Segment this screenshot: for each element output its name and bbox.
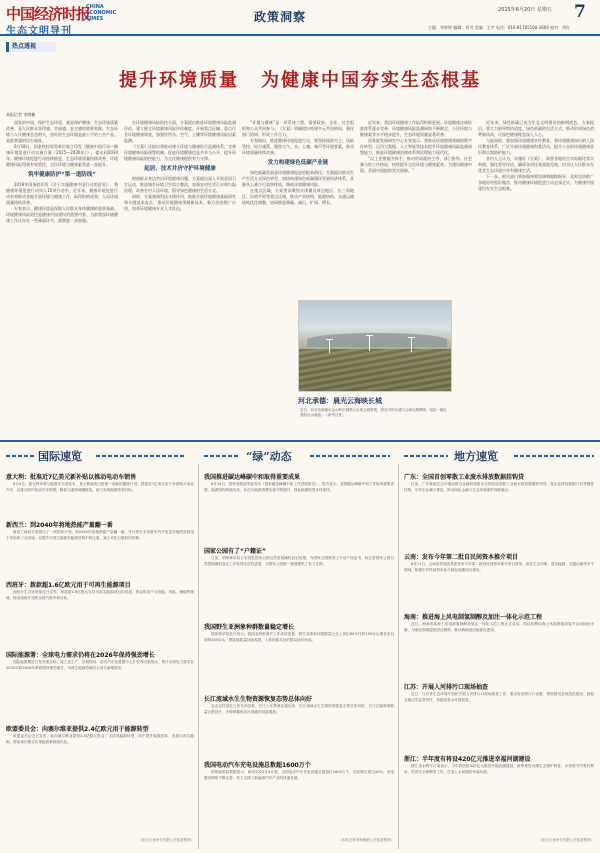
band-title-international: 国际速览 <box>38 450 82 463</box>
paragraph: 近年来，我国环境健康工作取得积极进展。环境健康法规标准体系逐步完善，环境健康风险监测网络不断健全，公民环境与健康素养水平稳步提升，生态环境质量显著改善。 <box>360 120 472 137</box>
brief-title: 国家公园有了“户籍证” <box>204 548 266 555</box>
paragraph: 近年来，绿色低碳已成为生态文明建设的鲜明底色。方案提出，要大力倡导简约适度、绿色低碳的生活方式，推动形成绿色消费新风尚，让绿色健康理念深入人心。 <box>478 120 594 137</box>
brief-body: 6月15日，国家发展改革委发布《国家碳达峰碳中和工作进展报告》，报告显示，我国碳达峰碳中和工作取得重要进展，能源结构持续优化，非化石能源消费比重不断提升，绿色低碳转型步伐加快。 <box>204 482 394 492</box>
brief-title: 意大利：批准近7亿美元新补贴以推动电动车销售 <box>6 474 137 481</box>
turbine-blade <box>366 335 373 336</box>
brief-body: 近日，江苏省生态环境厅组织开展入河排污口现场抽查工作，重点检查排污口设置、排放情况及规范化建设，督促各地压实监管责任，持续改善水环境质量。 <box>404 692 594 702</box>
paragraph: 下一步，相关部门将加强统筹协调和跟踪指导，及时总结推广各地好经验好做法，推动健康环境促进行动走深走实，为健康中国建设夯实生态根基。 <box>478 174 594 191</box>
paragraph: 绿色低碳发展是环境健康促进的根本路径。方案提出推动生产生活方式绿色转型，加快构建绿色低碳循环发展经济体系，从源头上减少污染物排放，降低环境健康风险。 <box>242 170 354 187</box>
photo-caption: 近日，河北省承德市金山岭长城景区出现云海景观，晨光中的长城与云海交相辉映，宛如一幅壮美的山水画卷。（新华社发） <box>300 408 447 417</box>
band-decoration <box>96 455 186 457</box>
editor-info: 主编：李婷婷 编辑：刘书 美编：王宇 电话：010-81785100-1600 校对：尚红 <box>428 25 571 30</box>
paragraph: 2019年国务院印发《关于实施健康中国行动的意见》，将健康环境促进行动列入15项行动中。近年来，健康环境促进行动有效推动各地开展环境与健康工作，取得积极成效，人居环境质量持续改善。 <box>6 182 118 205</box>
paragraph: 6月18日，国家疾控局等单位联合印发《健康中国行动—健康环境促进行动实施方案（2025—2030年）》，提出到2030年，健康环境促进行动持续推进，生态环境质量持续改善，环境健康风险得到有效管控，全民环境与健康素养进一步提升。 <box>6 144 118 167</box>
source-note: （本报记者李海楠据公开报道整理） <box>338 838 394 842</box>
brief-title: 广东：全国首创零散工业废水排放数据挂钩贷 <box>404 474 525 481</box>
band-decoration <box>6 455 34 457</box>
photo-title: 河北承德：晨光云海映长城 <box>298 397 382 405</box>
paragraph: 同时，方案强调科技支撑作用，鼓励开展环境健康基础研究和关键技术攻关，推动环境健康领域新技术、新方法的推广应用，培养环境健康专业人才队伍。 <box>124 194 236 211</box>
paragraph: 国务院发展研究中心专家表示，要推动环境健康领域的数字化转型，运用大数据、人工智能等技术提升环境健康风险监测预警能力，推进环境健康治理体系和治理能力现代化。 <box>360 138 472 155</box>
brief-title: 长江流域水生生物资源恢复态势总体向好 <box>204 696 313 703</box>
section-title: 政策洞察 <box>254 10 307 24</box>
headline-part-1: 提升环境质量 <box>119 70 239 91</box>
brief-title: 我国野生亚洲象种群数量稳定增长 <box>204 624 295 631</box>
paragraph: 在重点区域，方案要求聚焦京津冀及周边地区、长三角地区、汾渭平原等重点区域，推动产业结构、能源结构、交通运输结构优化调整，协同推进降碳、减污、扩绿、增长。 <box>242 188 354 205</box>
brief-title: 海南：推进海上风电制氢制醇及加注一体化示范工程 <box>404 614 543 621</box>
article-column-5 <box>478 120 594 436</box>
masthead <box>0 0 600 36</box>
turbine-blade <box>326 339 333 340</box>
brief-title: 新西兰：到2040年将地热能产量翻一番 <box>6 522 113 529</box>
landscape-photo <box>298 300 452 392</box>
brief-body: 西班牙生态转型部近日宣布，拨款超1.6亿欧元支持可再生能源项目的发展，资金将用于太阳能、风能、储能等领域，推动西班牙加快实现气候中和目标。 <box>6 590 194 600</box>
band-decoration <box>310 455 390 457</box>
headline-part-2: 为健康中国夯实生态根基 <box>261 70 481 91</box>
hot-topic-tag: 热点透视 <box>6 42 56 52</box>
brief-title: 我国推进碳达峰碳中和取得重要成果 <box>204 474 301 481</box>
brief-body: 浙江省水利厅日前表示，今年将投资420亿元推进幸福河湖建设，统筹推进河湖生态保护修复、水资源节约集约利用、防洪安全保障等工作，打造人水和谐的幸福河湖。 <box>404 764 594 774</box>
paragraph: 专家表示，健康环境是保障人民群众身体健康的重要基础，环境健康风险防控是健康中国建设的重要内容。当前我国环境健康工作还存在一些薄弱环节，需要进一步加强。 <box>6 206 118 223</box>
paragraph: 业内人士认为，实施好《方案》，需要各地结合实际细化落实举措，强化督导评估，确保各项任务落地见效，切实让人民群众在优美生态环境中享有健康生活。 <box>478 156 594 173</box>
band-title-local: 地方速览 <box>454 450 498 463</box>
publication-date: 2025年6月20日 星期五 <box>498 7 552 13</box>
weekly-supplement-title: 生态文明导刊 <box>6 26 72 37</box>
paragraph: 围绕群众身边突出环境健康问题，方案提出深入开展爱国卫生运动，推进城乡环境卫生综合整治，加强农村生活污水和垃圾治理，改善农村人居环境，倡导绿色健康的生活方式。 <box>124 176 236 193</box>
brief-body: 国际能源署近日发布报告称，受工业生产、空调使用、电动汽车及数据中心扩张等因素推动，预计全球电力需求在2025年和2026年都将保持强劲增长，可再生能源将满足大部分新增需求。 <box>6 660 194 670</box>
brief-body: 日前，国家林草局公布首批国家公园自然资源确权登记结果，为国家公园颁发了不动产权证书，标志着国家公园自然资源确权登记工作取得实质性进展，为国家公园统一管理提供了有力支撑。 <box>204 556 394 566</box>
brief-title: 我国电动汽车充电设施总数超1600万个 <box>204 762 311 769</box>
wind-turbine-icon <box>369 335 370 351</box>
brief-title: 西班牙：拨款超1.6亿欧元用于可再生能源项目 <box>6 582 131 589</box>
subheading: 筑牢健康防护“第一道防线” <box>28 172 96 178</box>
band-decoration <box>514 455 594 457</box>
band-decoration <box>204 455 240 457</box>
column-separator <box>198 464 199 849</box>
farmland <box>299 349 452 392</box>
brief-body: 新西兰政府日前推出了一项国家计划，到2040年将地热能产量翻一番，并计划在未来数年内开放更多地热资源用于发电和工业用途，以提升可再生能源在能源结构中的比重，减少对化石燃料的依赖。 <box>6 530 194 540</box>
article-column-1 <box>6 120 118 436</box>
subheading: 发力构建绿色低碳产业链 <box>267 160 329 166</box>
article-column-2 <box>124 120 236 436</box>
brief-body: 6月11日，云南省发展改革委发布今年第二批向民间资本推介项目清单，涉及生态环保、清洁能源、交通运输等多个领域，积极引导民间资本参与绿色低碳项目建设。 <box>404 562 594 572</box>
brief-title: 浙江：半年度有将设420亿元推进幸福河湖建设 <box>404 756 531 763</box>
article-column-4 <box>360 120 472 296</box>
turbine-blade <box>408 337 415 338</box>
brief-title: 云南：发布今年第二批自民间资本推介项目 <box>404 554 519 561</box>
main-headline <box>0 66 600 92</box>
paragraph: 与此同时，要加强环境健康宣传教育，将环境健康知识纳入国民教育体系，广泛开展环境健康科普活动，提升公众的环境健康意识和自我防护能力。 <box>478 138 594 155</box>
brief-body: 6月4日，意大利环境与能源安全部宣布，意大利政府已批准一项新的激励计划，拨款近7亿美元用于补贴购买电动汽车，以推动国内电动汽车销售，降低交通领域碳排放，助力实现能源转型目标。 <box>6 482 194 492</box>
source-note: （见习记者徐书杰据公开报道整理） <box>538 838 594 842</box>
newspaper-logo: 中国经济时报 <box>6 5 91 23</box>
band-title-green: “绿”动态 <box>246 450 292 463</box>
subheading: 起居、技术并济守护环境健康 <box>144 166 216 172</box>
brief-body: 国家能源局数据显示，截至2025年4月底，全国电动汽车充电设施总数超过1600万个，同比增长超过40%，充电服务网络不断完善，有力支撑了新能源汽车产业的快速发展。 <box>204 770 394 780</box>
wind-turbine-icon <box>329 339 330 353</box>
article-column-3 <box>242 120 354 296</box>
brief-body: 国家林草局近日表示，我国亚洲象保护工作成效显著，野生亚洲象种群数量已从上世纪80年代的150余头增长至目前的300余头，栖息地质量持续改善，人象和谐共处的格局逐步形成。 <box>204 632 394 642</box>
paragraph: 《方案》还提出将推动建立环境与健康综合监测体系，完善环境健康风险预警机制，促进环境健康信息共享与公开，提升环境健康风险防控能力，为全民健康提供有力支撑。 <box>124 144 236 161</box>
brief-title: 欧盟委员会：向塞尔维亚提供2.4亿欧元用于能源转型 <box>6 726 149 733</box>
brief-title: 国际能源署：全球电力需求仍将在2026年保持强劲增长 <box>6 652 155 659</box>
wind-turbine-icon <box>411 337 412 352</box>
brief-body: 近日，海南省某海上风电制氢制醇及加注一体化示范工程正式启动，项目将利用海上风电制取绿氢并合成绿色甲醇，为航运领域提供清洁燃料，推动海南清洁能源岛建设。 <box>404 622 594 632</box>
source-note: （见习记者徐书杰据公开报道整理） <box>138 838 194 842</box>
paragraph: 在环境健康风险防控方面，方案提出推进环境健康风险监测评估，建立健全环境健康风险评估制度，开展重点区域、重点行业环境健康调查，加强饮用水、空气、土壤等环境健康风险因素监测。 <box>124 120 236 143</box>
brief-body: 欧盟委员会近日宣布，将向塞尔维亚提供2.4亿欧元资金，支持其能源转型，用于提升能源效率、发展可再生能源，帮助塞尔维亚实现能源系统现代化。 <box>6 734 194 744</box>
newspaper-logo-english: CHINA ECONOMIC TIMES <box>86 4 117 22</box>
mountain-ridge <box>307 333 447 347</box>
band-decoration <box>404 455 448 457</box>
paragraph: 专家指出，推进健康环境促进行动，要坚持预防为主、风险管控、综合施策，聚焦大气、水、土壤、噪声等环境要素，推动环境质量持续改善。 <box>242 138 354 155</box>
column-separator <box>398 464 399 849</box>
paragraph: “环境与健康”是一项系统工程，需要政府、企业、社会组织和公众共同参与。《方案》明确提出构建多元共治格局，强化部门协同，形成工作合力。 <box>242 120 354 137</box>
brief-title: 江苏：开展入河排污口现场抽查 <box>404 684 489 691</box>
paragraph: 国家的中国，保护生态环境，就是保护健康；生态环境质量改善，是人民群众获得感、幸福感、安全感的重要来源。生态环境与人民健康息息相关，良好的生态环境是最公平的公共产品，是最普惠的民生福祉。 <box>6 120 118 143</box>
section-divider <box>0 440 600 442</box>
brief-body: 日前，广东某地生态环境局联合金融机构推出全国首创零散工业废水排放数据挂钩贷，将企业排放数据与信贷额度挂钩，引导企业减少排放，推动绿色金融与生态环境保护深度融合。 <box>404 482 594 492</box>
paragraph: “以上述措施为抓手，推动形成政府主导、部门协作、社会参与的工作格局，持续提升全民环境与健康素养，为建设健康中国、美丽中国提供坚实保障。” <box>360 156 472 173</box>
page-number: 7 <box>574 2 586 22</box>
byline: 本报记者 李海楠 <box>6 112 36 117</box>
brief-body: 农业农村部近日发布消息称，长江十年禁渔实施以来，长江流域水生生物资源恢复态势总体向好，长江江豚种群数量止跌回升，多种珍稀鱼类出现频次明显增加。 <box>204 704 394 714</box>
